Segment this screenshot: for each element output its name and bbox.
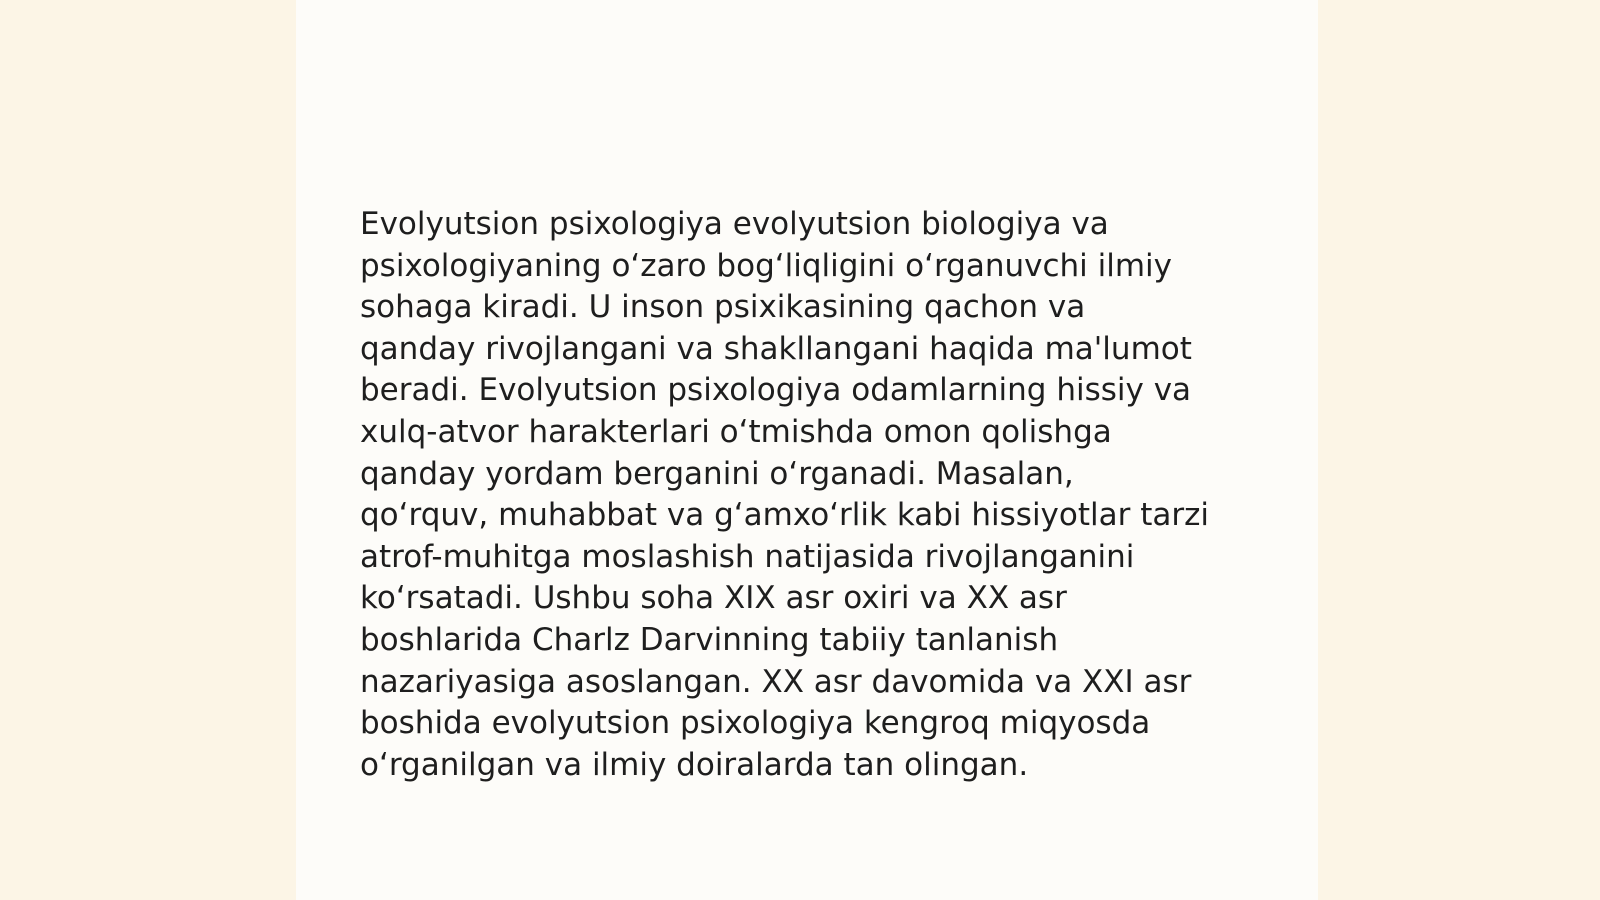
paragraph-line: boshida evolyutsion psixologiya kengroq miqyosda <box>360 705 1151 742</box>
paragraph-line: xulq-atvor harakterlari oʻtmishda omon qolishga <box>360 413 1112 450</box>
paragraph-line: oʻrganilgan va ilmiy doiralarda tan olingan. <box>360 746 1029 783</box>
paragraph-line: nazariyasiga asoslangan. XX asr davomida va XXI asr <box>360 663 1192 700</box>
paragraph-line: qoʻrquv, muhabbat va gʻamxoʻrlik kabi hissiyotlar tarzi <box>360 497 1210 534</box>
paragraph-line: psixologiyaning oʻzaro bogʻliqligini oʻrganuvchi ilmiy <box>360 247 1173 284</box>
document-page <box>296 0 1318 900</box>
paragraph-line: beradi. Evolyutsion psixologiya odamlarning hissiy va <box>360 372 1192 409</box>
paragraph-line: Evolyutsion psixologiya evolyutsion biologiya va <box>360 206 1109 242</box>
paragraph-line: koʻrsatadi. Ushbu soha XIX asr oxiri va XX asr <box>360 580 1067 617</box>
paragraph-line: qanday rivojlangani va shakllangani haqida ma'lumot <box>360 330 1192 367</box>
paragraph-line: boshlarida Charlz Darvinning tabiiy tanlanish <box>360 621 1059 658</box>
paragraph-line: sohaga kiradi. U inson psixikasining qachon va <box>360 289 1086 326</box>
body-paragraph <box>360 204 1240 786</box>
paragraph-line: qanday yordam berganini oʻrganadi. Masalan, <box>360 455 1074 492</box>
paragraph-line: atrof-muhitga moslashish natijasida rivojlanganini <box>360 538 1135 575</box>
